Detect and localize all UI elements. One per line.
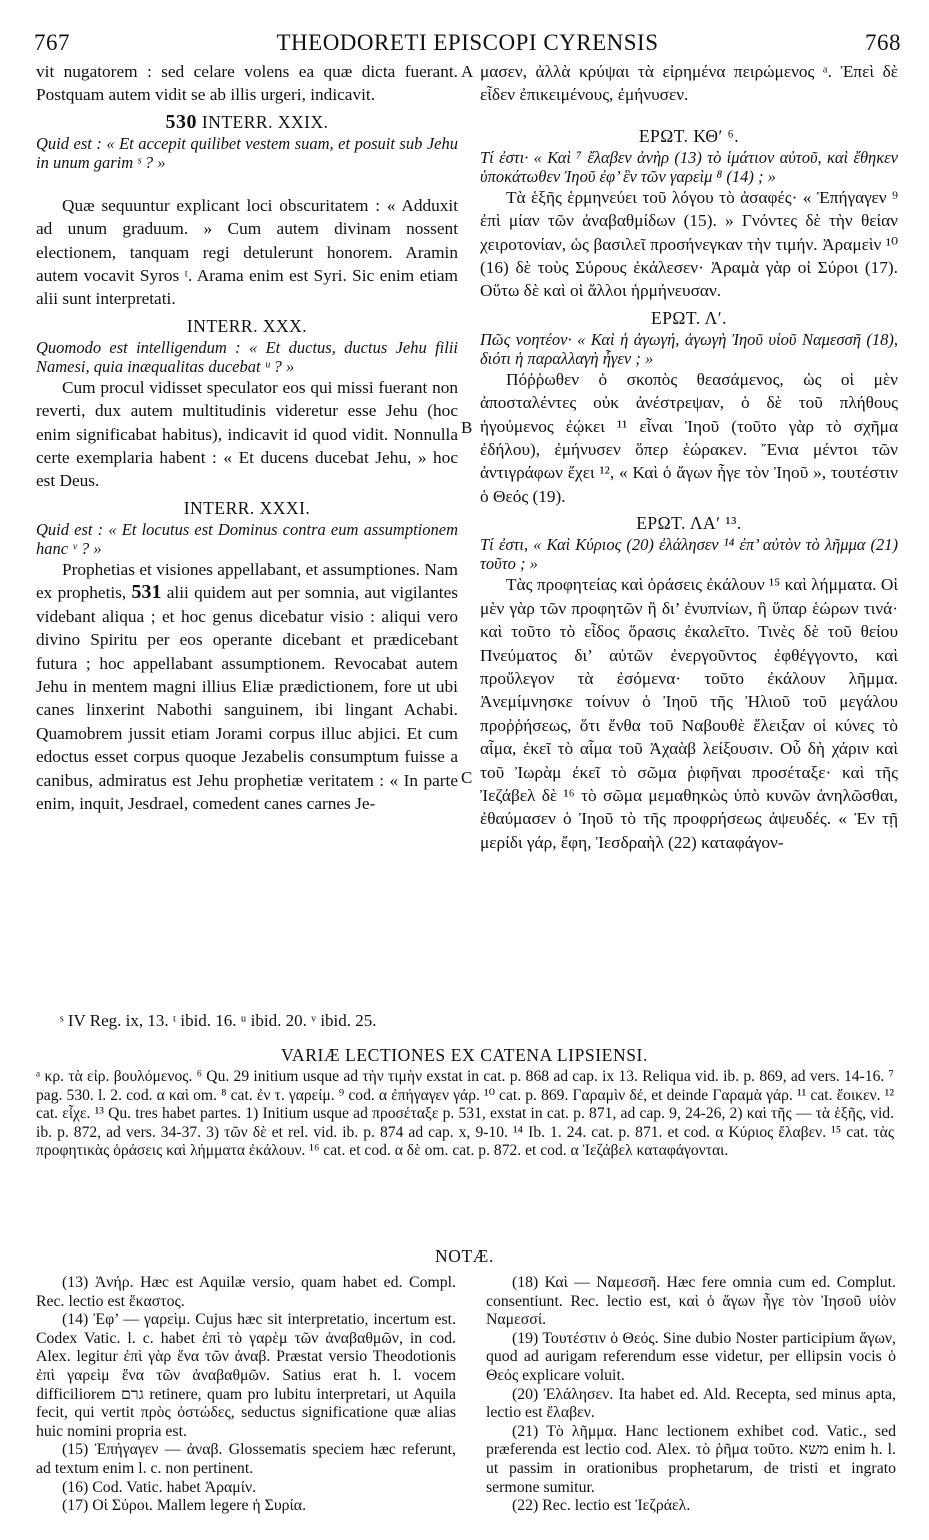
variae-text: ᵃ κρ. τὰ εἰρ. βουλόμενος. ⁶ Qu. 29 initium usque ad τὴν τιμὴν exstat in cat. p. 868 ad cap. ix 13. Reliqua vid. ib. p. 869, ad vers. 14-16. ⁷ pag. 530. l. 2. cod. α καὶ om. ⁸ cat. ἐν τ. γαρείμ. ⁹ cod. α ἐπήγαγεν γάρ. ¹⁰ cat. p. 869. Γαραμὶν δέ, et deinde Γαραμὰ γάρ. ¹¹ cat. ἔοικεν. ¹² cat. εἶχε. ¹³ Qu. tres habet partes. 1) Initium usque ad προσέταξε p. 531, exstat in cat. p. 871, ad cap. 9, 24-26, 2) καὶ τῆς — τὰ ἑξῆς, vid. ib. p. 872, ad vers. 34-37. 3) τῶν δὲ et rel. vid. ib. p. 874 ad cap. x, 9-10. ¹⁴ Ib. 1. 24. cat. p. 871. et cod. α Κύριος ἔλαβεν. ¹⁵ cat. τὰς προφητικὰς ὁράσεις καὶ λήμματα ἐκάλουν. ¹⁶ cat. et cod. α δὲ om. cat. p. 872. et cod. α Ἰεζάβελ καταφάγονται. — [36, 1068, 894, 1160]
running-header — [34, 30, 901, 60]
column-number-531: 531 — [131, 581, 162, 604]
margin-letter-c: C — [461, 768, 473, 787]
note-14: (14) Ἐφ’ — γαρεὶμ. Cujus hæc sit interpretatio, incertum est. Codex Vatic. l. c. habet ἐπὶ τὸ γαρὲμ τῶν ἀναβαθμῶν, in cod. Alex. legitur ἐπὶ γὰρ ἕνα τῶν ἀναβ. Præstat versio Theodotionis ἐπὶ γαρεὶμ ἕνα τῶν ἀναβαθμῶν. Satius erat h. l. vocem difficiliorem גרם retinere, quam pro lubitu interpretari, ut Aquila fecit, qui vertit πρὸς ὀστώδες, seductus significatione quæ alias huic nomini propria est. — [36, 1311, 457, 1440]
latin-paragraph-4-rest: alii quidem aut per somnia, aut vigilantes videbant aliqua ; et hoc genus dicebatur visio : aliqui vero divino Spiritu per eos operante dicebant et prædicebant futura ; hoc appellabant assumptionem. Revocabat autem Jehu in mentem magni illius Eliæ prædictionem, fore ut ubi canes linxerint Nabothi sanguinem, ibi lingant Achabi. Quamobrem jussit etiam Jorami corpus illuc abjici. Et cum edoctus esset corpus quoque Jezabelis consumptum fuisse a canibus, admiratus est Jehu prophetiæ veritatem : « In parte enim, inquit, Jesdrael, comedent canes carnes Je- — [36, 583, 458, 813]
note-15: (15) Ἐπήγαγεν — ἀναβ. Glossematis speciem hæc referunt, ad textum enim l. c. non pertinent. — [36, 1441, 456, 1477]
right-page-number: 768 — [865, 30, 901, 55]
latin-question-30: Quomodo est intelligendum : « Et ductus, ductus Jehu filii Namesi, quia inæqualitas ducebat ᵘ ? » — [36, 337, 458, 376]
column-number-530: 530 — [165, 110, 198, 133]
scripture-footnotes: ˢ IV Reg. ix, 13. ᵗ ibid. 16. ᵘ ibid. 20. ᵛ ibid. 25. — [60, 1011, 377, 1030]
variae-heading: VARIÆ LECTIONES EX CATENA LIPSIENSI. — [281, 1045, 648, 1065]
greek-question-31: Τί ἐστι, « Καὶ Κύριος (20) ἐλάλησεν ¹⁴ ἐπ’ αὐτὸν τὸ λῆμμα (21) τοῦτο ; » — [480, 535, 898, 574]
margin-letter-b: B — [461, 418, 473, 437]
latin-paragraph-1: vit nugatorem : sed celare volens ea quæ dicta fuerant. Postquam autem vidit se ab illis urgeri, indicavit. — [36, 62, 458, 105]
notes-right-column — [486, 1274, 896, 1516]
latin-heading-31: INTERR. XXXI. — [183, 497, 311, 518]
running-title: THEODORETI EPISCOPI CYRENSIS — [276, 30, 659, 55]
greek-question-29: Τί ἐστι· « Καὶ ⁷ ἔλαβεν ἀνὴρ (13) τὸ ἱμάτιον αὐτοῦ, καὶ ἔθηκεν ὑποκάτωθεν Ἰηοῦ ἐφ’ ἓν τῶν γαρεὶμ ⁸ (14) ; » — [480, 147, 898, 186]
greek-heading-30: ΕΡΩΤ. Λʹ. — [651, 307, 727, 328]
greek-column — [480, 60, 898, 854]
latin-question-29: Quid est : « Et accepit quilibet vestem suam, et posuit sub Jehu in unum garim ˢ ? » — [36, 133, 458, 172]
latin-heading-29-text: INTERR. XXIX. — [201, 111, 329, 132]
note-19: (19) Τουτέστιν ὁ Θεός. Sine dubio Noster participium ἄγων, quod ad aurigam referendum esse videtur, per ellipsin vocis ὁ Θεός explicare voluit. — [486, 1329, 896, 1384]
note-20: (20) Ἐλάλησεν. Ita habet ed. Ald. Recepta, sed minus apta, lectio est ἔλαβεν. — [486, 1385, 896, 1422]
greek-paragraph-2: Τὰ ἑξῆς ἑρμηνεύει τοῦ λόγου τὸ ἀσαφές· « Ἐπήγαγεν ⁹ ἐπὶ μίαν τῶν ἀναβαθμίδων (15). » Γνόντες δὲ τὴν θείαν χειροτονίαν, ὡς βασιλεῖ προσήνεγκαν τὴν τιμήν. Ἀραμεὶν ¹⁰ (16) δὲ τοὺς Σύρους ἐκάλεσεν· Ἀραμὰ γὰρ οἱ Σύροι (17). Οὕτω δὲ καὶ οἱ ἄλλοι ἡρμήνευσαν. — [480, 187, 898, 301]
greek-paragraph-4: Τὰς προφητείας καὶ ὁράσεις ἐκάλουν ¹⁵ καὶ λήμματα. Οἱ μὲν γὰρ τῶν προφητῶν ἢ δι’ ἐνυπνίων, ἢ ὕπαρ ἑώρων τινά· καὶ τοῦτο τὸ εἶδος ὅρασις ἐκαλεῖτο. Τινὲς δὲ τοῦ θείου Πνεύματος δι’ αὐτῶν ἐνεργοῦντος ἐφθέγγοντο, καὶ προὔλεγον τὰ ἐσόμενα· τοῦτο ἐκάλουν λῆμμα. Ἀνεμίμνησκε τοίνυν ὁ Ἰηοῦ τῆς Ἠλιοῦ τοῦ μεγάλου προῤῥήσεως, ὅτι ἔνθα τοῦ Ναβουθὲ ἔλειξαν οἱ κύνες τὸ αἷμα, ἐκεῖ τὸ αἷμα τοῦ Ἀχαὰβ λείξουσιν. Οὗ δὴ χάριν καὶ τοῦ Ἰωρὰμ ἐκεῖ τὸ σῶμα ῥιφῆναι προσέταξε· καὶ τῆς Ἰεζάβελ δὲ ¹⁶ τὸ σῶμα μεμαθηκὼς ὑπὸ κυνῶν ἀνηλῶσθαι, ἐθαύμασεν ὁ Ἰηοῦ τὸ τῆς προφρήσεως ἀψευδές. « Ἐν τῇ μερίδι γάρ, ἔφη, Ἰεσδραὴλ (22) καταφάγον- — [480, 575, 898, 852]
note-16: (16) Cod. Vatic. habet Ἀραμίν. — [62, 1478, 257, 1496]
latin-heading-30: INTERR. XXX. — [186, 315, 308, 336]
note-18: (18) Καὶ — Ναμεσσῆ. Hæc fere omnia cum ed. Complut. consentiunt. Rec. lectio est, καὶ ὁ ἄγων ἦγε τὸν Ἰησοῦ υἱὸν Ναμεσσί. — [486, 1274, 896, 1329]
latin-paragraph-2: Quæ sequuntur explicant loci obscuritatem : « Adduxit ad unum graduum. » Cum autem divinam nossent electionem, tanquam regi detulerunt honorem. Aramin autem vocavit Syros ᵗ. Arama enim est Syri. Sic enim etiam alii sunt interpretati. — [36, 195, 458, 309]
greek-heading-29: ΕΡΩΤ. ΚΘʹ ⁶. — [638, 125, 740, 146]
latin-paragraph-3: Cum procul vidisset speculator eos qui missi fuerant non reverti, dux autem multitudinis videretur esse Jehu (hoc enim significabat habitus), indicavit id quod vidit. Nonnulla certe exemplaria habent : « Et ducens ducebat Jehu, » hoc est Deus. — [36, 377, 458, 491]
margin-letter-a: A — [461, 62, 474, 81]
greek-heading-31: ΕΡΩΤ. ΛΑʹ ¹³. — [636, 513, 742, 534]
latin-heading-29 — [36, 111, 458, 134]
note-17: (17) Οἱ Σύροι. Mallem legere ἡ Συρία. — [62, 1497, 307, 1515]
greek-paragraph-1: μασεν, ἀλλὰ κρύψαι τὰ εἰρημένα πειρώμενος ᵃ. Ἐπεὶ δὲ εἶδεν ἐπικειμένους, ἐμήνυσεν. — [480, 62, 898, 105]
latin-paragraph-4-start: Prophetias et visiones appellabant, et assumptiones. Nam ex prophetis, — [36, 559, 458, 603]
greek-question-30: Πῶς νοητέον· « Καὶ ἡ ἀγωγή, ἀγωγὴ Ἰηοῦ υἱοῦ Ναμεσσῆ (18), διότι ἡ παραλλαγὴ ἦγεν ; » — [480, 329, 898, 368]
notae-heading: NOTÆ. — [435, 1246, 494, 1266]
latin-paragraph-4 — [36, 558, 458, 815]
latin-column — [36, 60, 458, 815]
greek-paragraph-3: Πόῤῥωθεν ὁ σκοπὸς θεασάμενος, ὡς οἱ μὲν ἀποσταλέντες οὐκ ἀνέστρεψαν, ὁ δὲ τοῦ πλήθους ἡγούμενος ἐῴκει ¹¹ εἶναι Ἰηοῦ (τοῦτο γὰρ τὸ σχῆμα ἐδήλου), ἐμήνυσεν ὅπερ ἑώρακεν. Ἔνια μέντοι τῶν ἀντιγράφων ἔχει ¹², « Καὶ ὁ ἄγων ἦγε τὸν Ἰηοῦ », τουτέστιν ὁ Θεός (19). — [480, 369, 898, 506]
left-page-number: 767 — [34, 30, 70, 55]
notes-left-column — [36, 1274, 456, 1516]
note-13: (13) Ἀνήρ. Hæc est Aquilæ versio, quam habet ed. Compl. Rec. lectio est ἕκαστος. — [36, 1274, 456, 1310]
latin-question-31: Quid est : « Et locutus est Dominus contra eum assumptionem hanc ᵛ ? » — [36, 519, 458, 558]
note-22: (22) Rec. lectio est Ἰεζράελ. — [512, 1497, 691, 1515]
note-21: (21) Τὸ λῆμμα. Hanc lectionem exhibet cod. Vatic., sed præferenda est lectio cod. Alex. τὸ ῥῆμα τοῦτο. משא enim h. l. ut passim in orationibus prophetarum, de tristi et ingrato sermone sumitur. — [486, 1422, 896, 1496]
